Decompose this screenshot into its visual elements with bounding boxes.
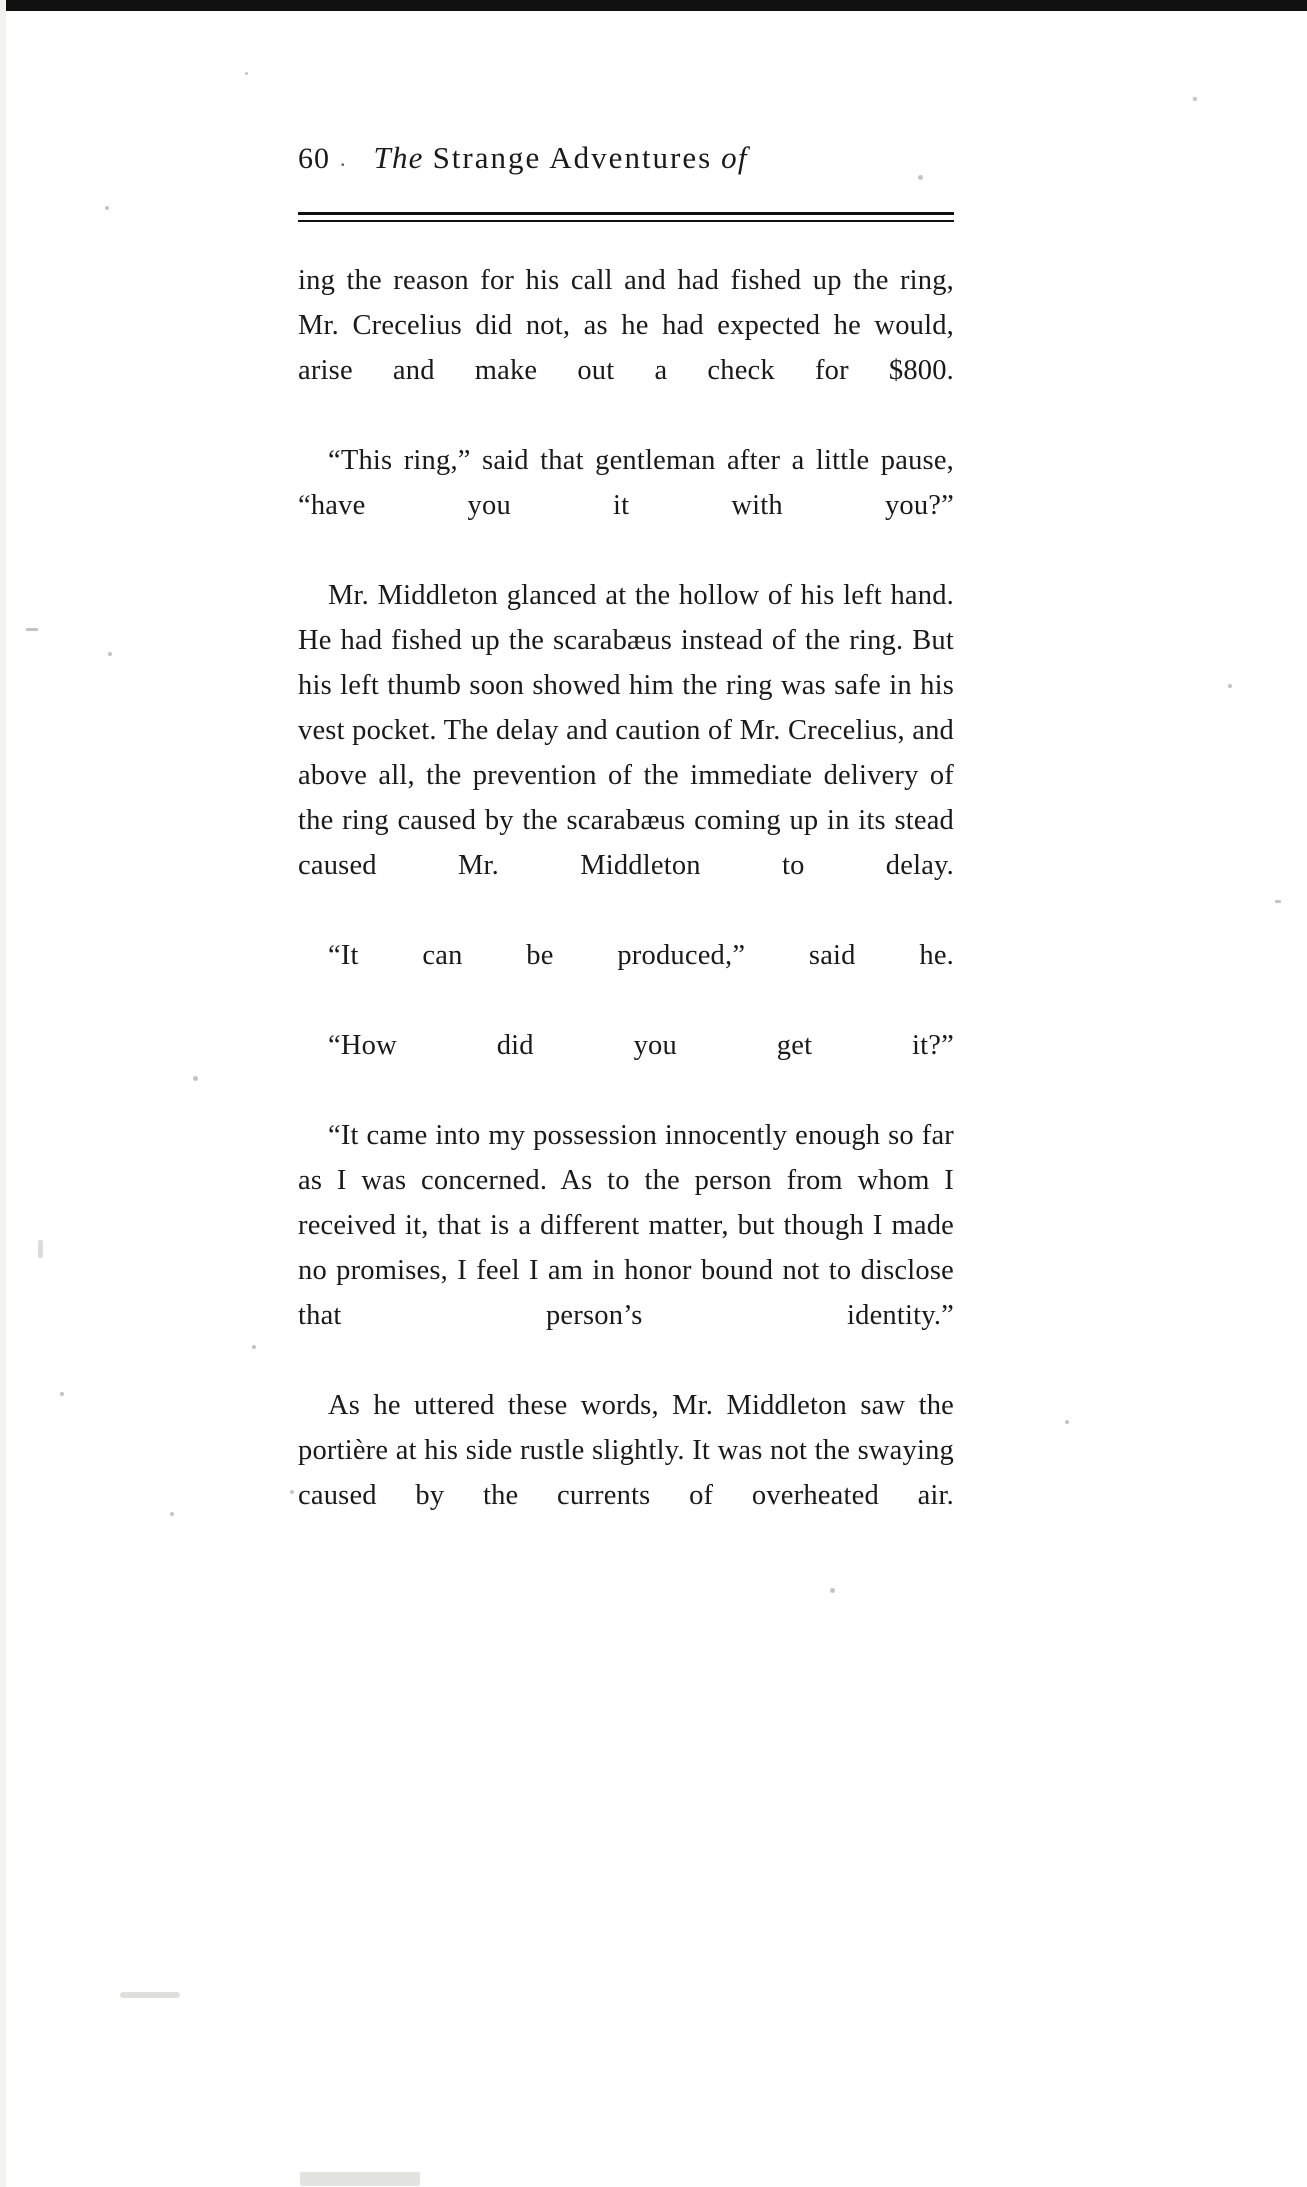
rule-lower	[298, 220, 954, 222]
scan-speck	[105, 206, 109, 210]
running-head-the: The	[373, 140, 424, 175]
running-head-of: of	[721, 140, 748, 175]
scan-bottom-smudge	[300, 2172, 420, 2186]
page-content	[298, 140, 978, 1563]
page-number: 60	[298, 142, 330, 175]
folio-dot-ornament: .	[340, 146, 346, 171]
scan-top-edge	[0, 0, 1307, 11]
paragraph: “How did you get it?”	[328, 1030, 954, 1061]
scan-speck	[1193, 97, 1197, 101]
scan-speck	[108, 652, 112, 656]
scan-speck	[252, 1345, 256, 1349]
scan-speck	[1228, 684, 1232, 688]
scan-speck	[830, 1588, 835, 1593]
body-text	[298, 258, 954, 1563]
running-head-rest: Strange Adventures	[432, 140, 713, 175]
scan-speck	[170, 1512, 174, 1516]
paragraph: “It came into my possession innocently enough so far as I was concerned. As to the person from whom I received it, that is a different matter, but though I made no promises, I feel I am in honor bound not to disclose that person’s identity.”	[298, 1120, 954, 1331]
scan-speck	[193, 1076, 198, 1081]
scan-speck	[245, 72, 248, 75]
paragraph: ing the reason for his call and had fished up the ring, Mr. Crecelius did not, as he had expected he would, arise and make out a check for $800.	[298, 265, 954, 386]
paragraph: Mr. Middleton glanced at the hollow of his left hand. He had fished up the scarabæus instead of the ring. But his left thumb soon showed him the ring was safe in his vest pocket. The delay and caution of Mr. Crecelius, and above all, the prevention of the immediate delivery of the ring caused by the scarabæus coming up in its stead caused Mr. Middleton to delay.	[298, 580, 954, 881]
scan-speck	[120, 1992, 180, 1998]
scan-speck	[38, 1240, 43, 1258]
scan-speck	[1065, 1420, 1069, 1424]
paragraph: “It can be produced,” said he.	[328, 940, 954, 971]
scan-speck	[26, 628, 38, 631]
paragraph: As he uttered these words, Mr. Middleton saw the portière at his side rustle slightly. It was not the swaying caused by the currents of overheated air.	[298, 1390, 954, 1511]
running-head	[298, 140, 978, 190]
scan-speck	[290, 1490, 294, 1494]
running-head-title	[374, 140, 748, 176]
paragraph: “This ring,” said that gentleman after a little pause, “have you it with you?”	[298, 445, 954, 521]
scan-left-margin	[0, 0, 6, 2187]
scan-speck	[60, 1392, 64, 1396]
scan-speck	[1275, 900, 1281, 903]
header-double-rule	[298, 212, 954, 222]
